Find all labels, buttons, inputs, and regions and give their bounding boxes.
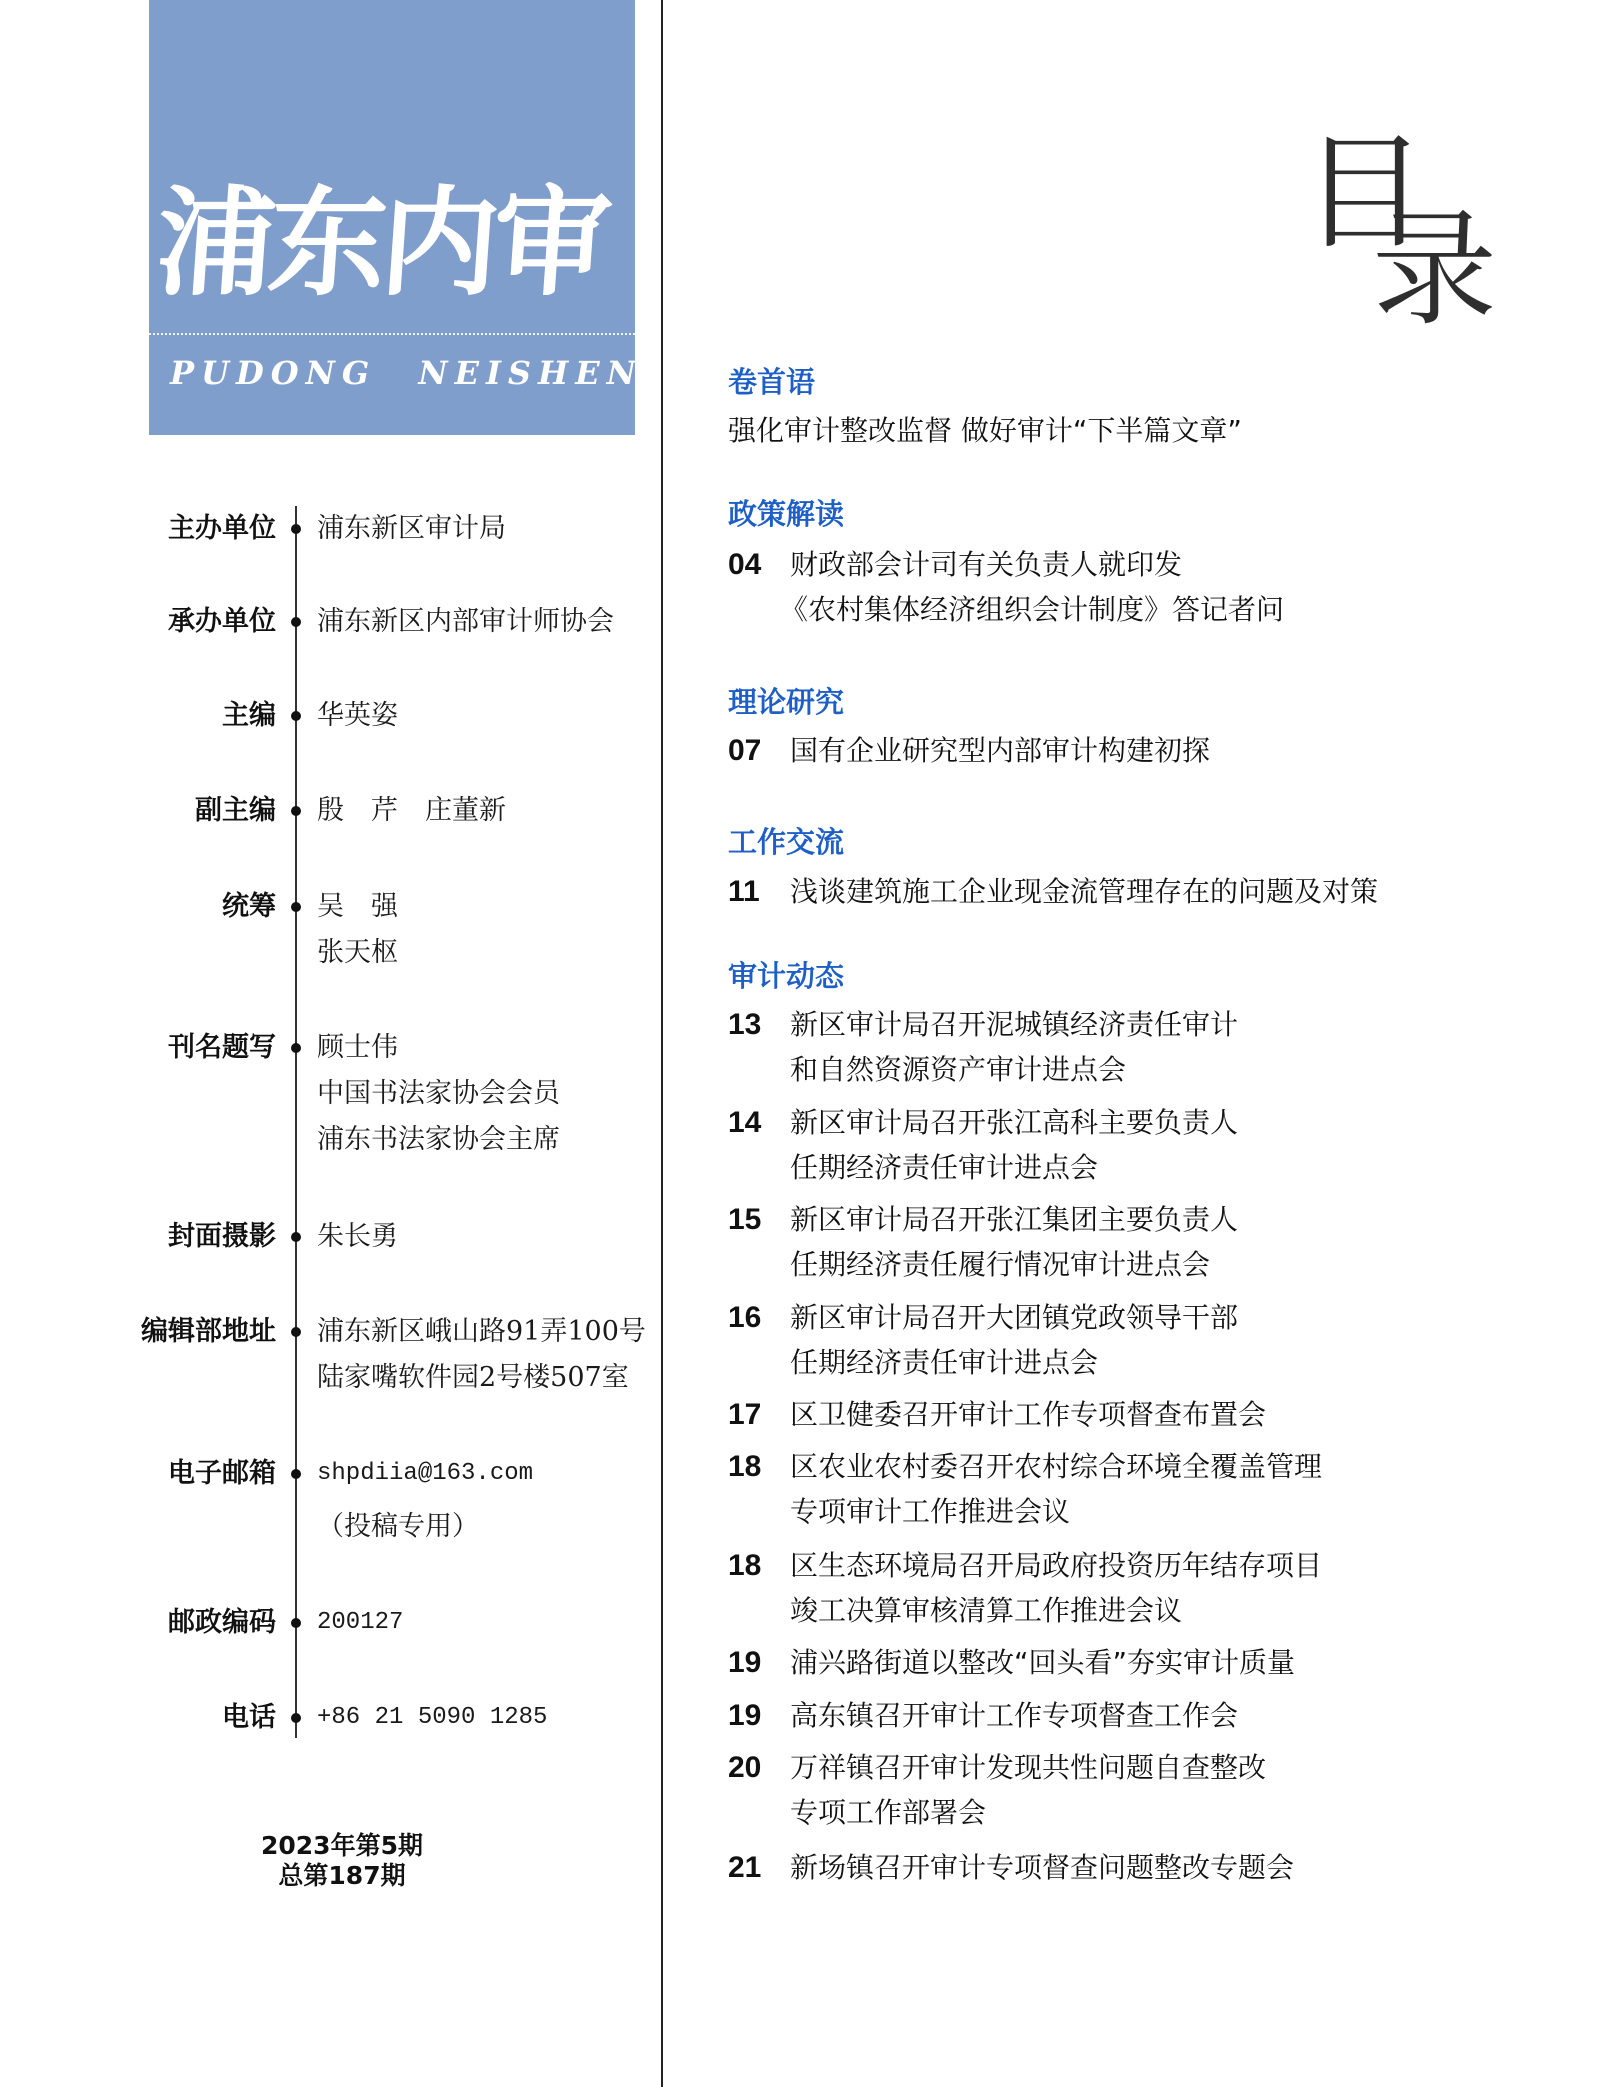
toc-page-number: 16 bbox=[728, 1301, 762, 1334]
credit-label: 承办单位 bbox=[168, 606, 276, 637]
credit-values bbox=[317, 693, 398, 739]
toc-entry-title bbox=[790, 1543, 1322, 1633]
timeline-dot bbox=[291, 524, 301, 534]
timeline-dot bbox=[291, 1469, 301, 1479]
toc-entry-title bbox=[728, 408, 1242, 453]
credit-values bbox=[317, 1600, 403, 1646]
credit-value: （投稿专用） bbox=[317, 1511, 479, 1542]
credit-label: 编辑部地址 bbox=[141, 1316, 276, 1347]
credit-values bbox=[317, 884, 398, 976]
toc-page-number: 21 bbox=[728, 1851, 762, 1884]
credit-row-editorial-address bbox=[0, 1309, 650, 1401]
credit-value: 浦东新区审计局 bbox=[317, 513, 506, 544]
toc-entry-title bbox=[790, 1197, 1238, 1287]
toc-entry-title-line: 国有企业研究型内部审计构建初探 bbox=[790, 734, 1211, 767]
toc-page-number: 20 bbox=[728, 1751, 762, 1784]
toc-entry-title bbox=[790, 1640, 1295, 1685]
toc-entry-title-line: 浅谈建筑施工企业现金流管理存在的问题及对策 bbox=[790, 875, 1379, 908]
credit-values bbox=[317, 1025, 560, 1163]
toc-entry-title bbox=[790, 1002, 1238, 1092]
credit-label: 电子邮箱 bbox=[168, 1458, 276, 1489]
credit-value: 殷 芹 庄董新 bbox=[317, 795, 506, 826]
timeline-dot bbox=[291, 902, 301, 912]
toc-page-number: 15 bbox=[728, 1203, 762, 1236]
credit-label: 邮政编码 bbox=[168, 1607, 276, 1638]
credit-values bbox=[317, 1451, 533, 1550]
toc-entry-title-line: 新区审计局召开张江高科主要负责人 bbox=[790, 1106, 1239, 1139]
toc-entry bbox=[728, 408, 1508, 453]
credit-row-editor-in-chief bbox=[0, 693, 650, 739]
credit-values bbox=[317, 788, 506, 834]
toc-entry-title-line: 专项审计工作推进会议 bbox=[790, 1495, 1071, 1528]
toc-entry bbox=[728, 1745, 1508, 1835]
masthead-block bbox=[149, 0, 643, 435]
toc-entry-title bbox=[790, 1845, 1294, 1890]
issue-number: 2023年第5期 bbox=[261, 1831, 423, 1860]
toc-entry bbox=[728, 1693, 1508, 1738]
toc-title-char: 录 bbox=[1372, 198, 1497, 343]
credit-label: 副主编 bbox=[195, 795, 276, 826]
toc-entry-title-line: 强化审计整改监督 做好审计“下半篇文章” bbox=[728, 414, 1242, 447]
toc-entry-title-line: 万祥镇召开审计发现共性问题自查整改 bbox=[790, 1751, 1267, 1784]
toc-section-heading: 理论研究 bbox=[728, 685, 845, 719]
toc-entry bbox=[728, 1845, 1508, 1890]
masthead-logo: 浦东内审 bbox=[152, 173, 610, 312]
toc-entry-title-line: 区卫健委召开审计工作专项督查布置会 bbox=[790, 1398, 1267, 1431]
toc-entry-title-line: 高东镇召开审计工作专项督查工作会 bbox=[790, 1699, 1239, 1732]
credit-values bbox=[317, 1695, 547, 1741]
toc-entry-title bbox=[790, 1745, 1266, 1835]
toc-entry-title-line: 新区审计局召开大团镇党政领导干部 bbox=[790, 1301, 1239, 1334]
credit-value: 华英姿 bbox=[317, 700, 398, 731]
timeline-dot bbox=[291, 806, 301, 816]
toc-entry-title-line: 任期经济责任审计进点会 bbox=[790, 1346, 1099, 1379]
toc-entry bbox=[728, 1197, 1508, 1287]
credit-values bbox=[317, 599, 614, 645]
phone-number: +86 21 5090 1285 bbox=[317, 1704, 548, 1731]
toc-entry bbox=[728, 869, 1508, 914]
toc-entry-title-line: 任期经济责任审计进点会 bbox=[790, 1151, 1099, 1184]
toc-page-number: 13 bbox=[728, 1008, 762, 1041]
timeline-dot bbox=[291, 1713, 301, 1723]
credit-label: 主办单位 bbox=[168, 513, 276, 544]
credit-values bbox=[317, 1309, 646, 1401]
toc-entry bbox=[728, 1392, 1508, 1437]
credit-row-title-calligraphy bbox=[0, 1025, 650, 1164]
toc-entry-title-line: 任期经济责任履行情况审计进点会 bbox=[790, 1248, 1211, 1281]
toc-page-number: 14 bbox=[728, 1106, 762, 1139]
toc-entry bbox=[728, 1100, 1508, 1190]
toc-section-heading: 工作交流 bbox=[728, 825, 845, 859]
toc-entry bbox=[728, 1640, 1508, 1685]
toc-page-number: 18 bbox=[728, 1450, 762, 1483]
toc-entry bbox=[728, 542, 1508, 632]
email-address: shpdiia@163.com bbox=[317, 1460, 534, 1487]
timeline-dot bbox=[291, 1232, 301, 1242]
toc-entry-title bbox=[790, 1100, 1238, 1190]
credit-label: 刊名题写 bbox=[168, 1032, 276, 1063]
credit-values bbox=[317, 506, 506, 552]
toc-section-heading: 审计动态 bbox=[728, 959, 845, 993]
credit-row-organizer bbox=[0, 599, 650, 645]
toc-entry bbox=[728, 1543, 1508, 1633]
toc-entry-title-line: 区生态环境局召开局政府投资历年结存项目 bbox=[790, 1549, 1323, 1582]
issue-total-number: 总第187期 bbox=[278, 1861, 406, 1890]
toc-entry-title-line: 新区审计局召开张江集团主要负责人 bbox=[790, 1203, 1239, 1236]
credit-row-cover-photo bbox=[0, 1214, 650, 1260]
toc-entry bbox=[728, 728, 1508, 773]
toc-page-number: 04 bbox=[728, 548, 762, 581]
masthead-dotted-rule bbox=[149, 333, 635, 335]
toc-entry-title-line: 浦兴路街道以整改“回头看”夯实审计质量 bbox=[790, 1646, 1296, 1679]
toc-entry-title bbox=[790, 728, 1210, 773]
toc-entry-title-line: 和自然资源资产审计进点会 bbox=[790, 1053, 1127, 1086]
toc-section-heading: 卷首语 bbox=[728, 365, 816, 399]
toc-entry bbox=[728, 1002, 1508, 1092]
toc-entry bbox=[728, 1295, 1508, 1385]
toc-title-char: 目 bbox=[1302, 121, 1427, 266]
toc-entry-title bbox=[790, 1392, 1266, 1437]
timeline-dot bbox=[291, 1043, 301, 1053]
column-divider bbox=[661, 0, 663, 2087]
credit-value: 朱长勇 bbox=[317, 1221, 398, 1252]
toc-entry-title bbox=[790, 1693, 1238, 1738]
credit-row-phone bbox=[0, 1695, 650, 1741]
toc-entry-title bbox=[790, 869, 1378, 914]
masthead-subtitle: PUDONG NEISHEN bbox=[170, 354, 643, 392]
toc-entry-title-line: 新场镇召开审计专项督查问题整改专题会 bbox=[790, 1851, 1295, 1884]
credit-value: 中国书法家协会会员 bbox=[317, 1078, 560, 1109]
timeline-dot bbox=[291, 1327, 301, 1337]
toc-page-number: 19 bbox=[728, 1699, 762, 1732]
credit-label: 封面摄影 bbox=[168, 1221, 276, 1252]
credit-row-deputy-editor bbox=[0, 788, 650, 834]
toc-entry bbox=[728, 1444, 1508, 1534]
toc-entry-title-line: 《农村集体经济组织会计制度》答记者问 bbox=[780, 593, 1285, 626]
timeline-dot bbox=[291, 617, 301, 627]
toc-section-heading: 政策解读 bbox=[728, 497, 845, 531]
toc-entry-title-line: 竣工决算审核清算工作推进会议 bbox=[790, 1594, 1183, 1627]
toc-entry-title bbox=[790, 1444, 1322, 1534]
credit-value: 顾士伟 bbox=[317, 1032, 398, 1063]
timeline-dot bbox=[291, 1618, 301, 1628]
toc-page-number: 17 bbox=[728, 1398, 762, 1431]
credit-value: 张天枢 bbox=[317, 937, 398, 968]
toc-entry-title-line: 区农业农村委召开农村综合环境全覆盖管理 bbox=[790, 1450, 1323, 1483]
toc-page-number: 07 bbox=[728, 734, 762, 767]
credit-row-email bbox=[0, 1451, 650, 1550]
credit-label: 统筹 bbox=[222, 891, 276, 922]
toc-entry-title-line: 新区审计局召开泥城镇经济责任审计 bbox=[790, 1008, 1239, 1041]
toc-page-number: 18 bbox=[728, 1549, 762, 1582]
credit-value: 浦东新区内部审计师协会 bbox=[317, 606, 614, 637]
credit-values bbox=[317, 1214, 398, 1260]
toc-page-number: 19 bbox=[728, 1646, 762, 1679]
timeline-dot bbox=[291, 711, 301, 721]
credit-value: 浦东书法家协会主席 bbox=[317, 1124, 560, 1155]
credit-row-sponsor bbox=[0, 506, 650, 552]
credit-row-coordinators bbox=[0, 884, 650, 976]
toc-entry-title bbox=[780, 542, 1285, 632]
postal-code: 200127 bbox=[317, 1609, 404, 1636]
credit-row-postal-code bbox=[0, 1600, 650, 1646]
credit-label: 主编 bbox=[222, 700, 276, 731]
credit-value: 浦东新区峨山路91弄100号 bbox=[317, 1316, 646, 1347]
toc-entry-title-line: 财政部会计司有关负责人就印发 bbox=[790, 548, 1183, 581]
toc-page-number: 11 bbox=[728, 875, 760, 908]
credit-value: 吴 强 bbox=[317, 891, 398, 922]
toc-entry-title bbox=[790, 1295, 1238, 1385]
toc-entry-title-line: 专项工作部署会 bbox=[790, 1796, 987, 1829]
credit-value: 陆家嘴软件园2号楼507室 bbox=[317, 1362, 629, 1393]
credit-label: 电话 bbox=[222, 1702, 276, 1733]
